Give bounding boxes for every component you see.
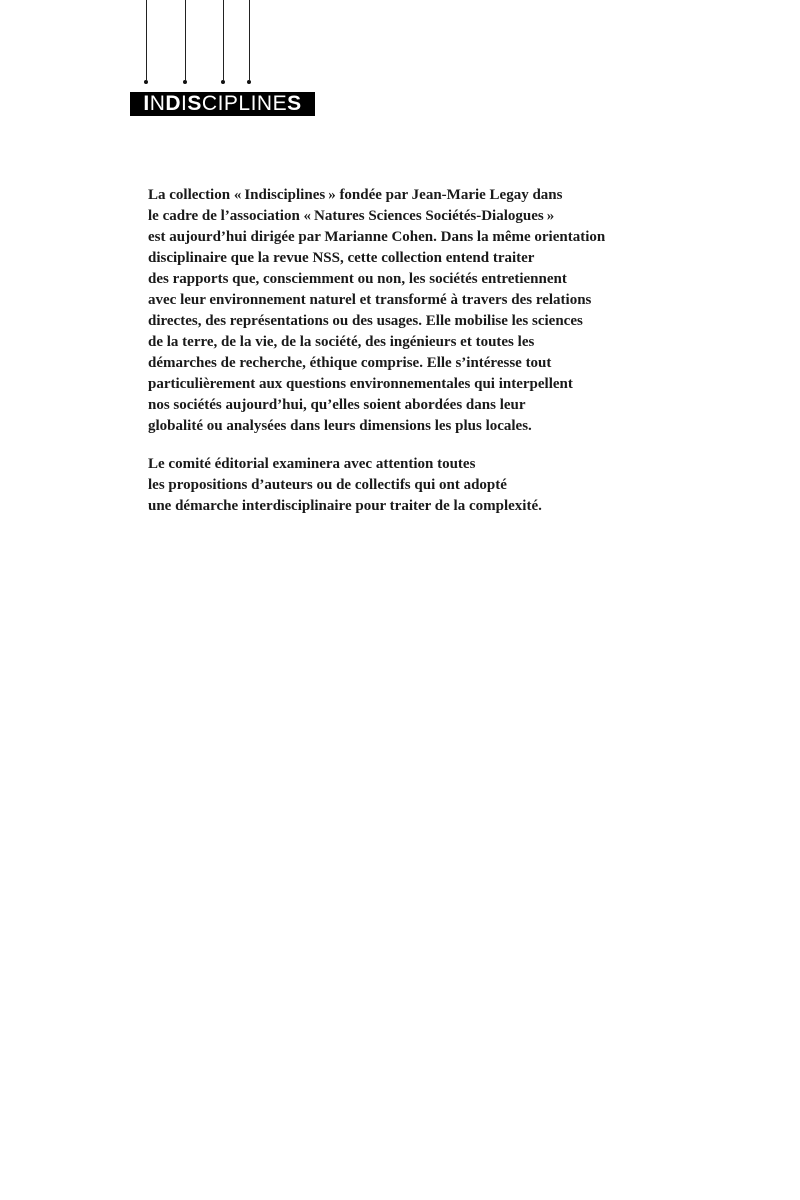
text-line: est aujourd’hui dirigée par Marianne Cohen. Dans la même orientation: [148, 229, 606, 245]
logo-letter: I: [143, 92, 150, 115]
logo-bead: [183, 80, 187, 84]
text-line: particulièrement aux questions environnementales qui interpellent: [148, 376, 573, 392]
logo-letter: S: [287, 92, 302, 115]
logo-letter: N: [149, 92, 166, 115]
text-line: une démarche interdisciplinaire pour traiter de la complexité.: [148, 498, 542, 514]
text-line: globalité ou analysées dans leurs dimensions les plus locales.: [148, 418, 532, 434]
text-line: nos sociétés aujourd’hui, qu’elles soient abordées dans leur: [148, 397, 526, 413]
text-line: de la terre, de la vie, de la société, des ingénieurs et toutes les: [148, 334, 535, 350]
logo-string: [249, 0, 250, 80]
description-paragraph: [148, 185, 628, 437]
committee-paragraph: [148, 454, 628, 517]
text-line: directes, des représentations ou des usages. Elle mobilise les sciences: [148, 313, 583, 329]
logo-bead: [221, 80, 225, 84]
logo-string: [185, 0, 186, 80]
logo-wordmark: [143, 92, 301, 116]
text-line: disciplinaire que la revue NSS, cette collection entend traiter: [148, 250, 535, 266]
text-line: des rapports que, consciemment ou non, les sociétés entretiennent: [148, 271, 567, 287]
text-line: les propositions d’auteurs ou de collectifs qui ont adopté: [148, 477, 507, 493]
collection-description: [148, 185, 628, 517]
logo-string: [223, 0, 224, 80]
text-line: le cadre de l’association « Natures Sciences Sociétés-Dialogues »: [148, 208, 555, 224]
text-line: démarches de recherche, éthique comprise. Elle s’intéresse tout: [148, 355, 552, 371]
text-line: avec leur environnement naturel et transformé à travers des relations: [148, 292, 592, 308]
text-line: La collection « Indisciplines » fondée par Jean-Marie Legay dans: [148, 187, 563, 203]
logo-bead: [144, 80, 148, 84]
logo-string: [146, 0, 147, 80]
logo-letter: CIPLINE: [201, 92, 288, 115]
text-line: Le comité éditorial examinera avec attention toutes: [148, 456, 476, 472]
logo-letter: D: [165, 92, 182, 115]
logo-letter: S: [187, 92, 202, 115]
collection-logo: [130, 0, 320, 120]
logo-bead: [247, 80, 251, 84]
logo-wordmark-bar: [130, 92, 315, 116]
logo-letter: I: [181, 92, 188, 115]
